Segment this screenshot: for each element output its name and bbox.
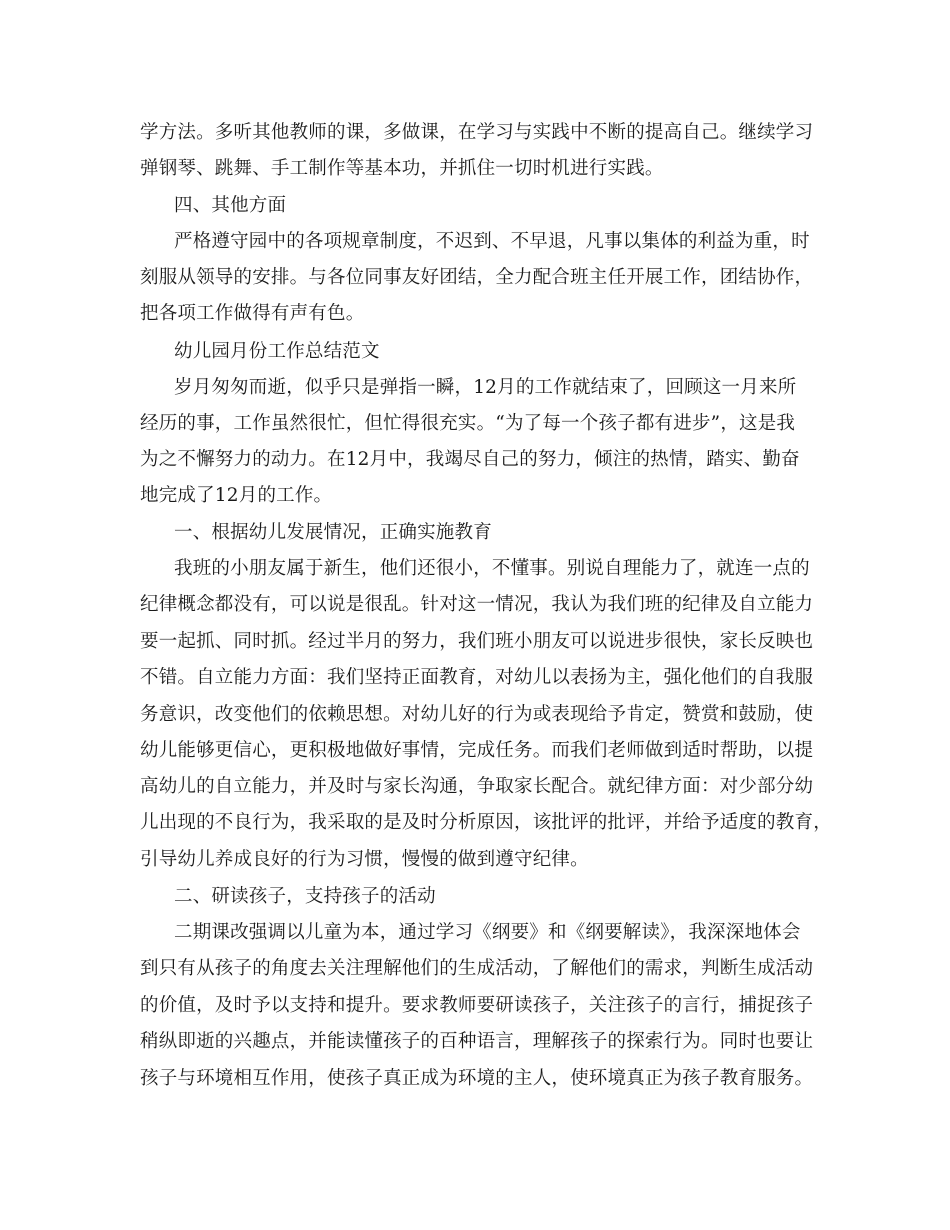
text-line: 高幼儿的自立能力，并及时与家长沟通，争取家长配合。就纪律方面：对少部分幼 xyxy=(140,776,814,797)
text-line: 儿出现的不良行为，我采取的是及时分析原因，该批评的批评，并给予适度的教育， xyxy=(140,812,832,833)
section-heading: 四、其他方面 xyxy=(174,195,287,216)
document-title: 幼儿园月份工作总结范文 xyxy=(174,341,380,362)
text-line: 地完成了12月的工作。 xyxy=(140,485,333,506)
text-line: 不错。自立能力方面：我们坚持正面教育，对幼儿以表扬为主，强化他们的自我服 xyxy=(140,667,814,688)
text-line: 二期课改强调以儿童为本，通过学习《纲要》和《纲要解读》，我深深地体会 xyxy=(174,922,801,943)
text-line: 经历的事，工作虽然很忙，但忙得很充实。“为了每一个孩子都有进步”，这是我 xyxy=(140,413,796,434)
text-line: 纪律概念都没有，可以说是很乱。针对这一情况，我认为我们班的纪律及自立能力 xyxy=(140,594,814,615)
text-line: 要一起抓、同时抓。经过半月的努力，我们班小朋友可以说进步很快，家长反映也 xyxy=(140,631,814,652)
text-line: 务意识，改变他们的依赖思想。对幼儿好的行为或表现给予肯定，赞赏和鼓励，使 xyxy=(140,704,814,725)
section-heading: 一、根据幼儿发展情况，正确实施教育 xyxy=(174,522,492,543)
text-line: 严格遵守园中的各项规章制度，不迟到、不早退，凡事以集体的利益为重，时 xyxy=(174,231,810,252)
section-heading: 二、研读孩子，支持孩子的活动 xyxy=(174,886,436,907)
text-line: 岁月匆匆而逝，似乎只是弹指一瞬，12月的工作就结束了，回顾这一月来所 xyxy=(174,377,797,398)
text-line: 引导幼儿养成良好的行为习惯，慢慢的做到遵守纪律。 xyxy=(140,849,589,870)
text-line: 学方法。多听其他教师的课，多做课，在学习与实践中不断的提高自己。继续学习 xyxy=(140,122,814,143)
text-line: 孩子与环境相互作用，使孩子真正成为环境的主人，使环境真正为孩子教育服务。 xyxy=(140,1068,814,1089)
text-line: 幼儿能够更信心，更积极地做好事情，完成任务。而我们老师做到适时帮助，以提 xyxy=(140,740,814,761)
text-line: 的价值，及时予以支持和提升。要求教师要研读孩子，关注孩子的言行，捕捉孩子 xyxy=(140,995,814,1016)
text-line: 稍纵即逝的兴趣点，并能读懂孩子的百种语言，理解孩子的探索行为。同时也要让 xyxy=(140,1031,814,1052)
text-line: 弹钢琴、跳舞、手工制作等基本功，并抓住一切时机进行实践。 xyxy=(140,158,664,179)
text-line: 把各项工作做得有声有色。 xyxy=(140,303,365,324)
text-line: 刻服从领导的安排。与各位同事友好团结，全力配合班主任开展工作，团结协作， xyxy=(140,267,814,288)
text-line: 我班的小朋友属于新生，他们还很小，不懂事。别说自理能力了，就连一点的 xyxy=(174,558,810,579)
text-line: 为之不懈努力的动力。在12月中，我竭尽自己的努力，倾注的热情，踏实、勤奋 xyxy=(140,449,800,470)
text-line: 到只有从孩子的角度去关注理解他们的生成活动，了解他们的需求，判断生成活动 xyxy=(140,958,814,979)
